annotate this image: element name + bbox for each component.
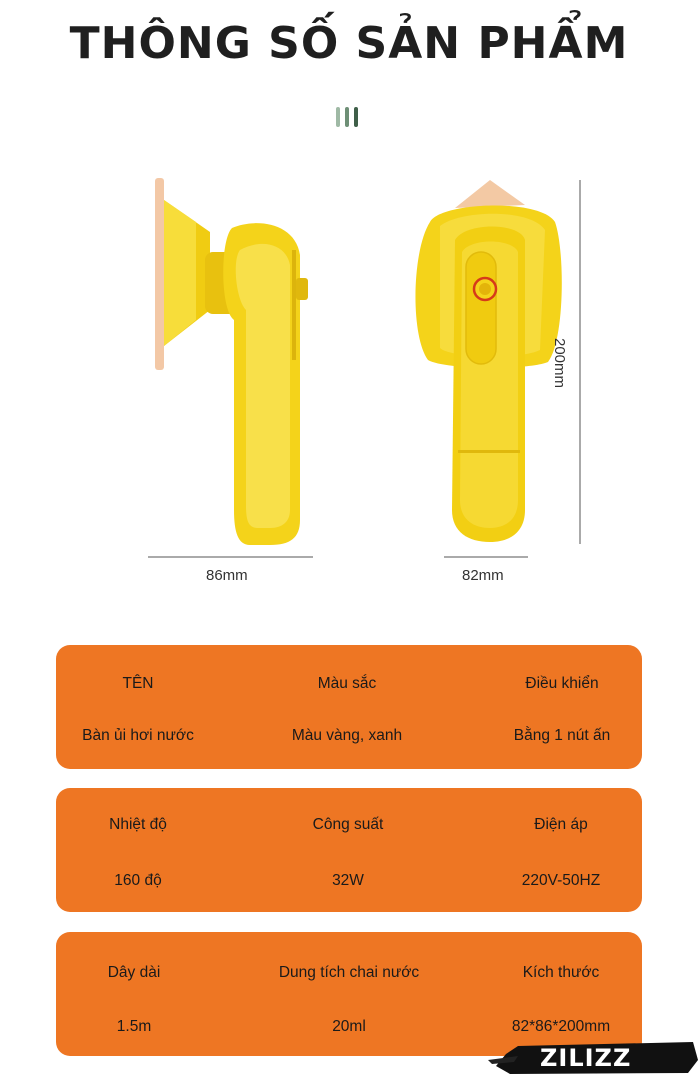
spec-value-capacity: 20ml <box>332 1018 366 1035</box>
spec-label-capacity: Dung tích chai nước <box>278 964 420 981</box>
bar-mid <box>345 107 349 127</box>
spec-label-size: Kích thước <box>522 964 600 981</box>
spec-value-name: Bàn ủi hơi nước <box>82 727 194 744</box>
spec-label-power: Công suất <box>312 816 384 833</box>
spec-label-name: TÊN <box>122 675 154 692</box>
page-title: THÔNG SỐ SẢN PHẨM <box>69 18 629 69</box>
spec-card-3 <box>56 932 642 1056</box>
spec-value-control: Bằng 1 nút ấn <box>513 727 611 744</box>
steamer-side-view <box>155 178 308 545</box>
spec-card-1 <box>56 645 642 769</box>
bar-dark <box>354 107 358 127</box>
spec-label-control: Điều khiển <box>525 675 599 692</box>
bar-light <box>336 107 340 127</box>
spec-value-cord: 1.5m <box>116 1018 152 1035</box>
spec-value-color: Màu vàng, xanh <box>291 727 403 744</box>
spec-value-size: 82*86*200mm <box>511 1018 611 1035</box>
spec-value-power: 32W <box>332 872 364 889</box>
spec-card-2 <box>56 788 642 912</box>
spec-label-cord: Dây dài <box>107 964 161 981</box>
brand-logo <box>488 1040 698 1074</box>
product-illustration <box>0 160 698 600</box>
height-label: 200mm <box>551 338 568 389</box>
spec-value-temperature: 160 độ <box>114 872 162 889</box>
spec-value-voltage: 220V-50HZ <box>521 872 601 889</box>
front-width-label: 82mm <box>462 567 504 584</box>
side-width-label: 86mm <box>206 567 248 584</box>
spec-label-color: Màu sắc <box>317 675 377 692</box>
spec-label-voltage: Điện áp <box>534 816 588 833</box>
brand-logo-text: ZILIZZ <box>540 1044 632 1072</box>
spec-label-temperature: Nhiệt độ <box>109 816 167 833</box>
steamer-front-view <box>415 180 561 542</box>
